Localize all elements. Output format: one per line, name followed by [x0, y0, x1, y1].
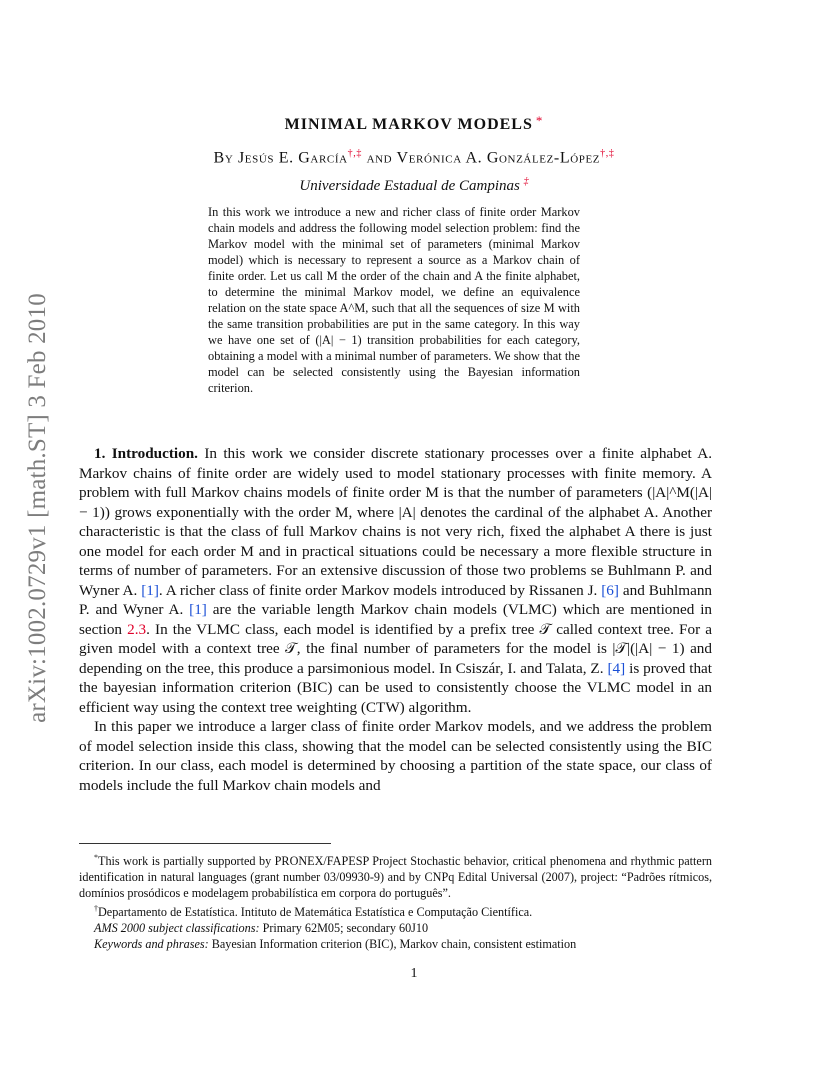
intro-text-e: . In the VLMC class, each model is identified by a prefix tree 𝒯 called context tree. For a given model with a context tree 𝒯, the final number of parameters for the model is |𝒯|(|A| − 1) and depending on the tree, this produce a parsimonious model. In Csiszár, I. and Talata, Z. [79, 620, 712, 677]
abstract: In this work we introduce a new and richer class of finite order Markov chain models and address the following model selection problem: find the Markov model with the minimal set of parameters (minimal Markov model) which is necessary to represent a source as a Markov chain of finite order. Let us call M the order of the chain and A the finite alphabet, to determine the minimal Markov model, we define an equivalence relation on the state space A^M, such that all the sequences of size M with the same transition probabilities are put in the same category. In this way we have one set of (|A| − 1) transition probabilities for each category, obtaining a model with a minimal number of parameters. We show that the model can be selected consistently using the Bayesian information criterion. [208, 205, 580, 395]
intro-text-b: . A richer class of finite order Markov models introduced by Rissanen J. [158, 581, 598, 599]
citation-link-4[interactable]: [4] [607, 659, 626, 677]
page-number: 1 [410, 966, 418, 981]
intro-text-d: are the variable length Markov chain models (VLMC) which are mentioned in section [79, 601, 713, 638]
author-conjunction: and [366, 149, 393, 167]
paper-title [0, 113, 828, 134]
paper-title-text: MINIMAL MARKOV MODELS [284, 116, 533, 133]
citation-link-6[interactable]: [6] [601, 581, 619, 599]
citation-link-1b[interactable]: [1] [189, 601, 207, 618]
keywords-text: Bayesian Information criterion (BIC), Markov chain, consistent estimation [211, 937, 577, 952]
citation-link-1[interactable]: [1] [141, 581, 159, 599]
footnote-1-text: This work is partially supported by PRONEX/FAPESP Project Stochastic behavior, critical phenomena and rhythmic pattern identification in natural languages (grant number 03/09930-9) and by CNPq Edital Universal (2007), project: “Padrões rítmicos, domínios prosódicos e modelagem probabilística em corpora do português”. [79, 854, 712, 901]
author-1-marks[interactable]: †,‡ [347, 148, 362, 159]
by-prefix: By [213, 149, 234, 167]
ams-label: AMS 2000 subject classifications: [94, 921, 260, 936]
ams-text: Primary 62M05; secondary 60J10 [262, 921, 429, 936]
intro-text-c: and Buhlmann P. and Wyner A. [79, 581, 713, 618]
footnote-rule [79, 843, 331, 844]
keywords-label: Keywords and phrases: [94, 937, 209, 952]
arxiv-id: arXiv:1002.0729v1 [math.ST] 3 Feb 2010 [24, 293, 51, 723]
footnote-2-text: Departamento de Estatística. Intituto de Matemática Estatística e Computação Científica. [98, 905, 533, 920]
intro-text-f: is proved that the bayesian information criterion (BIC) can be used to consistently choose the VLMC model in an efficient way using the context tree weighting (CTW) algorithm. [79, 659, 713, 716]
intro-text-a: In this work we consider discrete stationary processes over a finite alphabet A. Markov chains of finite order are widely used to model stationary processes with finite memory. A problem with full Markov chains models of finite order M is that the number of parameters (|A|^M(|A| − 1)) grows exponentially with the order M, where |A| denotes the cardinal of the alphabet A. Another characteristic is that the class of full Markov chains is not very rich, fixed the alphabet A there is just one model for each order M and in practical situations could be necessary a more flexible structure in terms of number of parameters. For an extensive discussion of those two problems se Buhlmann P. and Wyner A. [79, 445, 712, 599]
section-link-2-3[interactable]: 2.3 [127, 620, 147, 638]
footnote-2-mark: † [94, 904, 98, 914]
section-heading: 1. Introduction. [94, 445, 198, 462]
footnote-2 [79, 901, 712, 920]
footnote-1-mark: * [94, 853, 98, 862]
intro-paragraph-1 [79, 444, 712, 717]
author-1: Jesús E. García [237, 149, 348, 167]
ams-classification [79, 920, 712, 936]
intro-paragraph-2: In this paper we introduce a larger class of finite order Markov models, and we address the problem of model selection inside this class, showing that the model can be selected consistently using the BIC criterion. In our class, each model is determined by choosing a partition of the state space, our class of models include the full Markov chain models and [79, 718, 712, 794]
keywords [79, 936, 712, 952]
arxiv-sidebar-stamp [12, 283, 64, 733]
author-line [0, 148, 828, 167]
author-2: Verónica A. González-López [396, 149, 601, 167]
affiliation [0, 176, 828, 195]
footnotes [79, 850, 712, 952]
affiliation-text: Universidade Estadual de Campinas [299, 178, 520, 194]
introduction-section [79, 444, 712, 795]
title-footnote-marker[interactable]: * [535, 113, 544, 128]
footnote-1 [79, 850, 712, 901]
author-2-marks[interactable]: †,‡ [600, 148, 615, 159]
affiliation-marks: ‡ [523, 176, 529, 187]
